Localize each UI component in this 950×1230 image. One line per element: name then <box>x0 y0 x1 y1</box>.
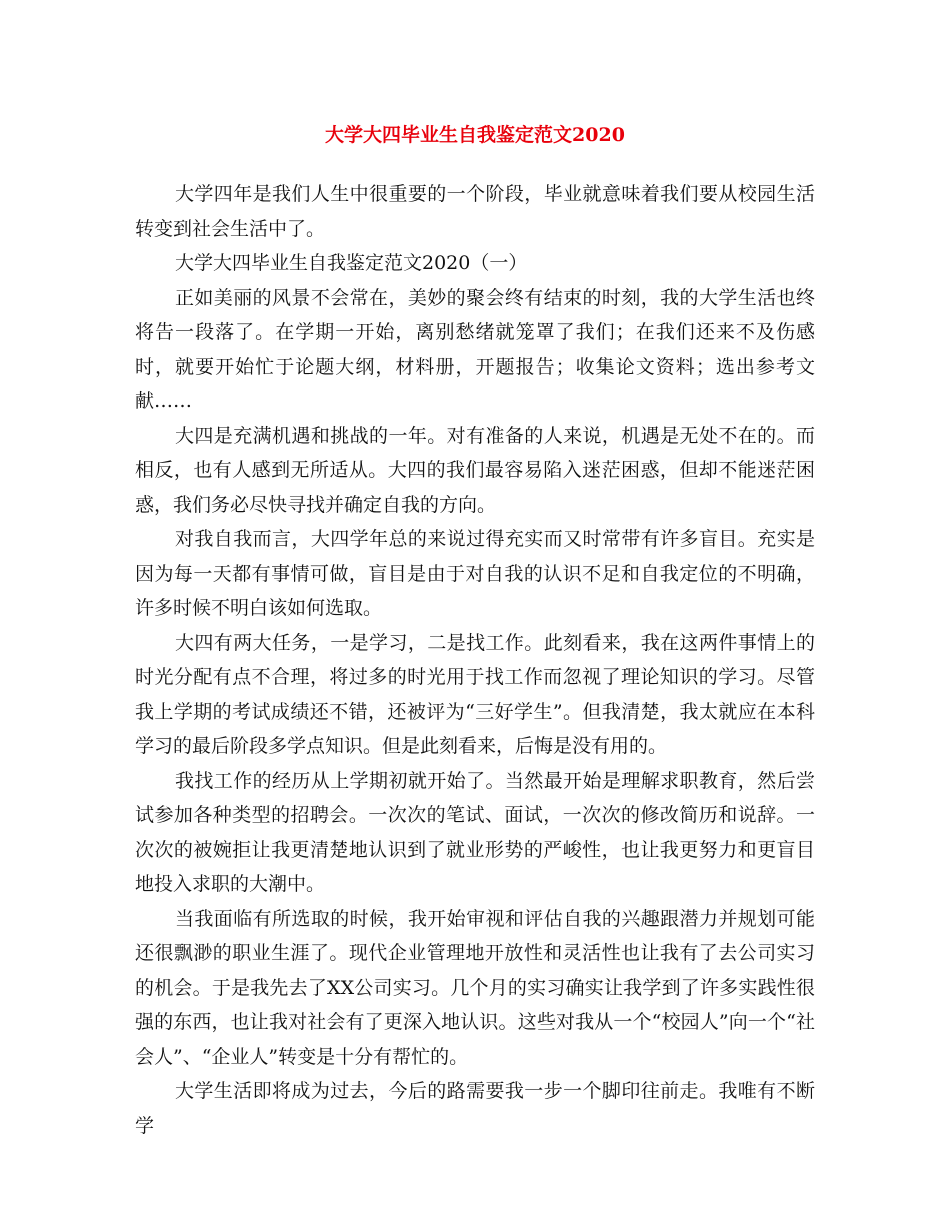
paragraph: 当我面临有所选取的时候，我开始审视和评估自我的兴趣跟潜力并规划可能还很飘渺的职业生涯了。现代企业管理地开放性和灵活性也让我有了去公司实习的机会。于是我先去了XX公司实习。几个月的实习确实让我学到了许多实践性很强的东西，也让我对社会有了更深入地认识。这些对我从一个“校园人”向一个“社会人”、“企业人”转变是十分有帮忙的。 <box>135 907 815 1068</box>
paragraph-subtitle: 大学大四毕业生自我鉴定范文2020（一） <box>175 252 528 274</box>
paragraph: 对我自我而言，大四学年总的来说过得充实而又时常带有许多盲目。充实是因为每一天都有事情可做，盲目是由于对自我的认识不足和自我定位的不明确，许多时候不明白该如何选取。 <box>135 528 815 619</box>
paragraph: 大四有两大任务，一是学习，二是找工作。此刻看来，我在这两件事情上的时光分配有点不合理，将过多的时光用于找工作而忽视了理论知识的学习。尽管我上学期的考试成绩还不错，还被评为“三好学生”。但我清楚，我太就应在本科学习的最后阶段多学点知识。但是此刻看来，后悔是没有用的。 <box>135 631 815 757</box>
paragraph: 大四是充满机遇和挑战的一年。对有准备的人来说，机遇是无处不在的。而相反，也有人感到无所适从。大四的我们最容易陷入迷茫困惑，但却不能迷茫困惑，我们务必尽快寻找并确定自我的方向。 <box>135 424 815 516</box>
document-title: 大学大四毕业生自我鉴定范文2020 <box>325 124 625 146</box>
paragraph-intro: 大学四年是我们人生中很重要的一个阶段，毕业就意味着我们要从校园生活转变到社会生活中了。 <box>135 183 815 240</box>
document-body <box>135 177 815 1143</box>
paragraph: 大学生活即将成为过去，今后的路需要我一步一个脚印往前走。我唯有不断学 <box>135 1080 815 1137</box>
paragraph: 我找工作的经历从上学期初就开始了。当然最开始是理解求职教育，然后尝试参加各种类型的招聘会。一次次的笔试、面试，一次次的修改简历和说辞。一次次的被婉拒让我更清楚地认识到了就业形势的严峻性，也让我更努力和更盲目地投入求职的大潮中。 <box>135 769 815 895</box>
paragraph: 正如美丽的风景不会常在，美妙的聚会终有结束的时刻，我的大学生活也终将告一段落了。在学期一开始，离别愁绪就笼罩了我们；在我们还来不及伤感时，就要开始忙于论题大纲，材料册，开题报告；收集论文资料；选出参考文献…… <box>135 286 815 412</box>
